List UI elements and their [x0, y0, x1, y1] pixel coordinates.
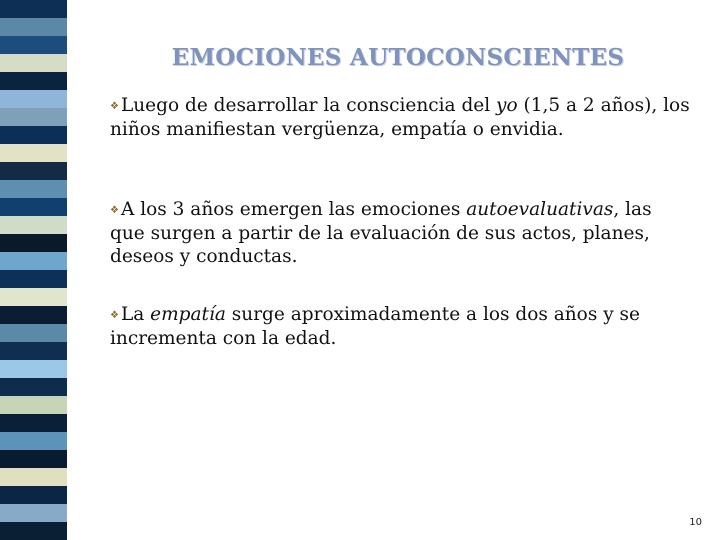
stripe-block — [0, 72, 67, 90]
stripe-block — [0, 288, 67, 306]
bullet-text-italic: autoevaluativas — [466, 199, 614, 220]
stripe-block — [0, 144, 67, 162]
stripe-block — [0, 180, 67, 198]
bullet-text: La — [120, 304, 151, 325]
stripe-block — [0, 378, 67, 396]
stripe-block — [0, 396, 67, 414]
stripe-block — [0, 432, 67, 450]
bullet-text: (1,5 a 2 años), los niños manifiestan vergüenza, empatía o envidia. — [110, 95, 690, 140]
stripe-block — [0, 0, 67, 18]
bullet-text: Luego de desarrollar la consciencia del — [120, 95, 497, 116]
bullet-text: surge aproximadamente a los dos años y se incrementa con la edad. — [110, 304, 640, 349]
stripe-block — [0, 216, 67, 234]
page-number: 10 — [689, 517, 702, 528]
stripe-block — [0, 270, 67, 288]
bullet-text: , las que surgen a partir de la evaluación de sus actos, planes, deseos y conductas. — [110, 199, 652, 267]
decorative-stripe — [0, 0, 67, 540]
diamond-bullet-icon: ❖ — [110, 310, 119, 321]
stripe-block — [0, 486, 67, 504]
stripe-block — [0, 198, 67, 216]
bullet-item-2 — [110, 198, 690, 268]
stripe-block — [0, 108, 67, 126]
stripe-block — [0, 468, 67, 486]
stripe-block — [0, 234, 67, 252]
bullet-text: A los 3 años emergen las emociones — [120, 199, 467, 220]
stripe-block — [0, 18, 67, 36]
stripe-block — [0, 306, 67, 324]
stripe-block — [0, 90, 67, 108]
stripe-block — [0, 54, 67, 72]
bullet-item-3 — [110, 303, 690, 350]
stripe-block — [0, 522, 67, 540]
stripe-block — [0, 342, 67, 360]
bullet-text-italic: empatía — [150, 304, 226, 325]
diamond-bullet-icon: ❖ — [110, 205, 119, 216]
bullet-text-italic: yo — [496, 95, 518, 116]
stripe-block — [0, 324, 67, 342]
bullet-item-1 — [110, 94, 690, 141]
stripe-block — [0, 162, 67, 180]
slide-title: EMOCIONES AUTOCONSCIENTES — [171, 44, 625, 71]
stripe-block — [0, 126, 67, 144]
stripe-block — [0, 252, 67, 270]
stripe-block — [0, 360, 67, 378]
stripe-block — [0, 414, 67, 432]
stripe-block — [0, 36, 67, 54]
diamond-bullet-icon: ❖ — [110, 101, 119, 112]
stripe-block — [0, 504, 67, 522]
stripe-block — [0, 450, 67, 468]
